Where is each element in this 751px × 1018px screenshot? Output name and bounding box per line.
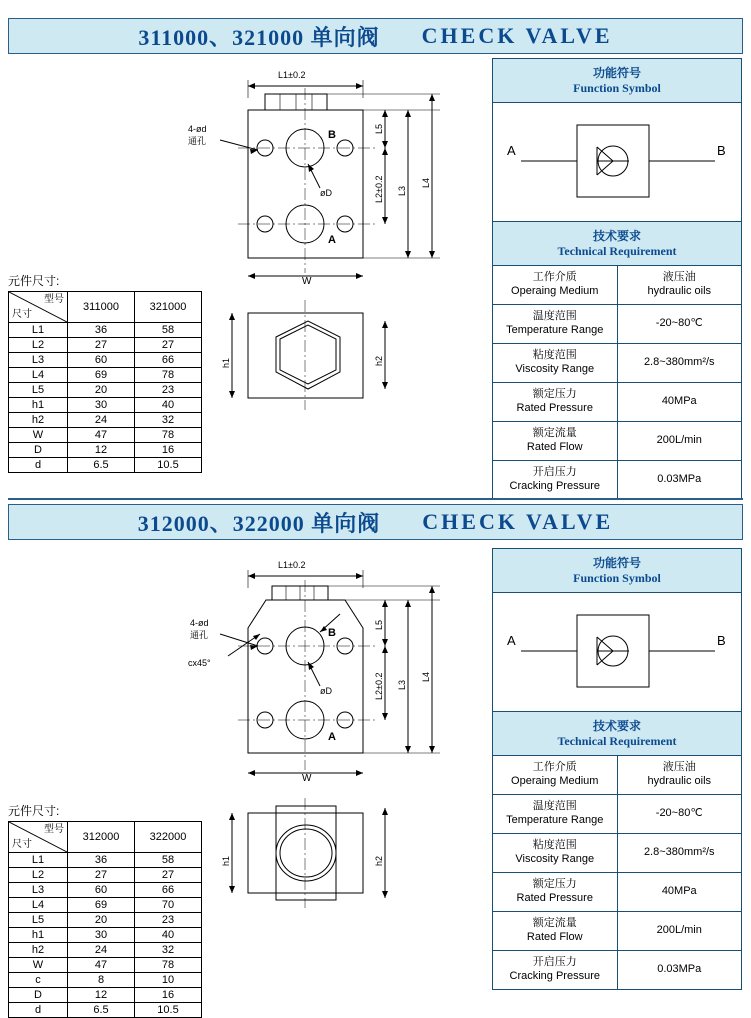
dim-cell: 78 (135, 428, 202, 443)
dim-cell: 6.5 (68, 458, 135, 473)
dim-l5-label-2: L5 (374, 619, 384, 630)
symbol-label-left-2: A (507, 633, 516, 648)
hole-note-2b: 通孔 (190, 630, 209, 640)
dim-cell: 23 (135, 383, 202, 398)
port-a-label-2: A (328, 731, 336, 743)
dim-row-name: D (9, 443, 68, 458)
dim-cell: 32 (135, 413, 202, 428)
dim-cell: 66 (135, 883, 202, 898)
spec-value-cn: 0.03MPa (657, 473, 702, 486)
function-symbol-header-2 (493, 549, 741, 593)
spec-name-cn: 工作介质 (532, 761, 577, 774)
spec-name-en: Temperature Range (506, 814, 604, 826)
table-row (9, 958, 202, 973)
dim-l4-label-2: L4 (421, 671, 431, 682)
function-symbol-header-cn-1: 功能符号 (592, 66, 641, 80)
dim-row-name: L1 (9, 323, 68, 338)
dim-cell: 47 (68, 958, 135, 973)
banner-title-cn-2: 312000、322000 单向阀 (137, 510, 381, 536)
dim-row-name: D (9, 988, 68, 1003)
table-row (9, 868, 202, 883)
dim-w-label-2: W (302, 773, 312, 784)
port-b-label-2: B (328, 627, 336, 639)
spec-name-en: Viscosity Range (515, 853, 595, 865)
spec-name-cn: 开启压力 (532, 956, 577, 969)
dim-cell: 16 (135, 988, 202, 1003)
spec-value-en: hydraulic oils (647, 775, 712, 787)
dim-table-corner-1 (9, 292, 68, 323)
banner-title-cn-1: 311000、321000 单向阀 (138, 24, 380, 50)
dim-l3-label-1: L3 (397, 185, 407, 196)
dia-label-1: øD (320, 188, 332, 198)
section-banner-1 (8, 18, 743, 54)
table-row (493, 266, 741, 305)
spec-name-en: Rated Flow (526, 931, 583, 943)
tech-requirement-header-2 (493, 712, 741, 756)
table-row (9, 443, 202, 458)
dim-cell: 10.5 (135, 1003, 202, 1018)
dim-cell: 27 (135, 868, 202, 883)
section-divider (8, 498, 743, 500)
dim-cell: 23 (135, 913, 202, 928)
table-row (493, 305, 741, 344)
table-row (9, 943, 202, 958)
drawing-1 (180, 58, 490, 488)
dim-model-header-3: 312000 (68, 822, 135, 853)
chamfer-label-2: cx45° (188, 658, 211, 668)
dim-row-name: L1 (9, 853, 68, 868)
dim-cell: 6.5 (68, 1003, 135, 1018)
spec-value-cn: 40MPa (661, 885, 697, 898)
spec-name-cn: 粘度范围 (532, 839, 577, 852)
spec-value-cn: 液压油 (662, 761, 696, 774)
dim-row-name: d (9, 1003, 68, 1018)
dim-cell: 30 (68, 928, 135, 943)
drawing-2 (180, 548, 490, 1008)
dim-cell: 60 (68, 883, 135, 898)
symbol-label-right-1: B (717, 143, 726, 158)
dim-w-label-1: W (302, 276, 312, 287)
dim-cell: 16 (135, 443, 202, 458)
table-row (9, 413, 202, 428)
table-row (9, 353, 202, 368)
dim-row-name: L3 (9, 883, 68, 898)
dim-cell: 69 (68, 368, 135, 383)
dim-cell: 12 (68, 988, 135, 1003)
dim-cell: 27 (68, 868, 135, 883)
dim-cell: 36 (68, 853, 135, 868)
banner-title-en-2: CHECK VALVE (422, 509, 614, 534)
spec-name-en: Viscosity Range (515, 363, 595, 375)
dim-cell: 8 (68, 973, 135, 988)
table-row (9, 398, 202, 413)
symbol-label-right-2: B (717, 633, 726, 648)
spec-value-cn: 200L/min (656, 924, 702, 937)
spec-name-cn: 额定流量 (532, 917, 577, 930)
dim-l2-label-2: L2±0.2 (374, 672, 384, 700)
dim-row-name: h2 (9, 413, 68, 428)
table-row (493, 873, 741, 912)
hole-note-2a: 4-ød (190, 618, 209, 628)
table-row (9, 458, 202, 473)
dim-row-name: h2 (9, 943, 68, 958)
table-row (493, 756, 741, 795)
spec-name-cn: 粘度范围 (532, 349, 577, 362)
table-row (493, 795, 741, 834)
dim-l1-label-1: L1±0.2 (278, 70, 306, 80)
spec-name-en: Cracking Pressure (509, 480, 600, 492)
spec-value-cn: 200L/min (656, 434, 702, 447)
table-row (493, 344, 741, 383)
function-symbol-header-en-2: Function Symbol (573, 571, 661, 585)
spec-value-cn: 40MPa (661, 395, 697, 408)
spec-value-en: hydraulic oils (647, 285, 712, 297)
dim-cell: 58 (135, 323, 202, 338)
dim-cell: 32 (135, 943, 202, 958)
table-row (9, 883, 202, 898)
corner-top-label-1: 型号 (44, 294, 64, 305)
dim-row-name: h1 (9, 398, 68, 413)
tech-header-en-1: Technical Requirement (557, 244, 677, 258)
function-symbol-diagram-2 (493, 593, 741, 712)
table-row (493, 912, 741, 951)
dim-row-name: L2 (9, 868, 68, 883)
dim-cell: 78 (135, 958, 202, 973)
function-symbol-header-cn-2: 功能符号 (592, 556, 641, 570)
dim-row-name: W (9, 428, 68, 443)
spec-value-cn: -20~80℃ (655, 807, 703, 820)
table-row (9, 428, 202, 443)
port-b-label-1: B (328, 129, 336, 141)
dim-row-name: L4 (9, 368, 68, 383)
spec-name-cn: 开启压力 (532, 466, 577, 479)
dim-row-name: L2 (9, 338, 68, 353)
dim-table-corner-2 (9, 822, 68, 853)
dim-h2-label-1: h2 (374, 355, 384, 366)
corner-bottom-label-1: 尺寸 (12, 309, 32, 320)
dim-cell: 10.5 (135, 458, 202, 473)
table-row (9, 973, 202, 988)
corner-top-label-2: 型号 (44, 824, 64, 835)
dimension-table-1 (8, 272, 202, 473)
table-row (9, 1003, 202, 1018)
dim-model-header-1: 311000 (68, 292, 135, 323)
dim-h1-label-2: h1 (221, 855, 231, 866)
spec-name-cn: 额定压力 (532, 878, 577, 891)
port-a-label-1: A (328, 234, 336, 246)
spec-name-en: Temperature Range (506, 324, 604, 336)
dim-cell: 24 (68, 943, 135, 958)
function-symbol-header-en-1: Function Symbol (573, 81, 661, 95)
dia-label-2: øD (320, 686, 332, 696)
dim-h1-label-1: h1 (221, 357, 231, 368)
corner-bottom-label-2: 尺寸 (12, 839, 32, 850)
spec-name-en: Operaing Medium (511, 285, 599, 297)
dim-cell: 27 (68, 338, 135, 353)
spec-name-cn: 工作介质 (532, 271, 577, 284)
spec-name-en: Cracking Pressure (509, 970, 600, 982)
info-table-2 (492, 548, 742, 990)
dim-cell: 27 (135, 338, 202, 353)
dim-cell: 20 (68, 913, 135, 928)
table-row (9, 323, 202, 338)
dim-l4-label-1: L4 (421, 177, 431, 188)
banner-title-en-1: CHECK VALVE (421, 23, 613, 48)
dim-l2-label-1: L2±0.2 (374, 175, 384, 203)
spec-name-cn: 额定压力 (532, 388, 577, 401)
dim-cell: 30 (68, 398, 135, 413)
dim-cell: 66 (135, 353, 202, 368)
spec-name-cn: 温度范围 (532, 310, 577, 323)
function-symbol-header-1 (493, 59, 741, 103)
spec-name-en: Rated Pressure (516, 892, 593, 904)
dim-cell: 12 (68, 443, 135, 458)
dim-row-name: L5 (9, 913, 68, 928)
dim-cell: 60 (68, 353, 135, 368)
dim-cell: 69 (68, 898, 135, 913)
tech-header-cn-2: 技术要求 (592, 719, 641, 733)
dimension-table-2 (8, 802, 202, 1018)
spec-value-cn: -20~80℃ (655, 317, 703, 330)
table-row (493, 834, 741, 873)
spec-value-cn: 2.8~380mm²/s (643, 846, 715, 859)
table-row (9, 383, 202, 398)
dim-row-name: L5 (9, 383, 68, 398)
dim-cell: 58 (135, 853, 202, 868)
dimension-table-title-2: 元件尺寸: (8, 804, 60, 818)
dim-row-name: L4 (9, 898, 68, 913)
table-row (9, 988, 202, 1003)
dimension-table-title-1: 元件尺寸: (8, 274, 60, 288)
tech-header-cn-1: 技术要求 (592, 229, 641, 243)
dim-row-name: c (9, 973, 68, 988)
dim-cell: 70 (135, 898, 202, 913)
dim-cell: 40 (135, 928, 202, 943)
hole-note-1a: 4-ød (188, 124, 207, 134)
dim-cell: 47 (68, 428, 135, 443)
function-symbol-diagram-1 (493, 103, 741, 222)
dim-cell: 36 (68, 323, 135, 338)
spec-name-en: Rated Flow (526, 441, 583, 453)
dim-cell: 10 (135, 973, 202, 988)
table-row (493, 422, 741, 461)
table-row (9, 898, 202, 913)
table-row (493, 461, 741, 499)
dim-cell: 78 (135, 368, 202, 383)
table-row (9, 928, 202, 943)
dim-row-name: L3 (9, 353, 68, 368)
dim-model-header-2: 321000 (135, 292, 202, 323)
spec-name-en: Rated Pressure (516, 402, 593, 414)
table-row (9, 913, 202, 928)
dim-row-name: d (9, 458, 68, 473)
table-row (493, 951, 741, 989)
spec-name-cn: 额定流量 (532, 427, 577, 440)
dim-l3-label-2: L3 (397, 679, 407, 690)
table-row (9, 368, 202, 383)
spec-value-cn: 0.03MPa (657, 963, 702, 976)
info-table-1 (492, 58, 742, 500)
section-banner-2 (8, 504, 743, 540)
symbol-label-left-1: A (507, 143, 516, 158)
table-row (9, 338, 202, 353)
tech-requirement-header-1 (493, 222, 741, 266)
spec-value-cn: 2.8~380mm²/s (643, 356, 715, 369)
hole-note-1b: 通孔 (188, 136, 207, 146)
spec-name-en: Operaing Medium (511, 775, 599, 787)
spec-value-cn: 液压油 (662, 271, 696, 284)
spec-name-cn: 温度范围 (532, 800, 577, 813)
dim-row-name: h1 (9, 928, 68, 943)
dim-cell: 20 (68, 383, 135, 398)
dim-l5-label-1: L5 (374, 123, 384, 134)
dim-row-name: W (9, 958, 68, 973)
tech-header-en-2: Technical Requirement (557, 734, 677, 748)
dim-h2-label-2: h2 (374, 855, 384, 866)
table-row (9, 853, 202, 868)
table-row (493, 383, 741, 422)
dim-cell: 24 (68, 413, 135, 428)
dim-cell: 40 (135, 398, 202, 413)
dim-model-header-4: 322000 (135, 822, 202, 853)
dim-l1-label-2: L1±0.2 (278, 560, 306, 570)
